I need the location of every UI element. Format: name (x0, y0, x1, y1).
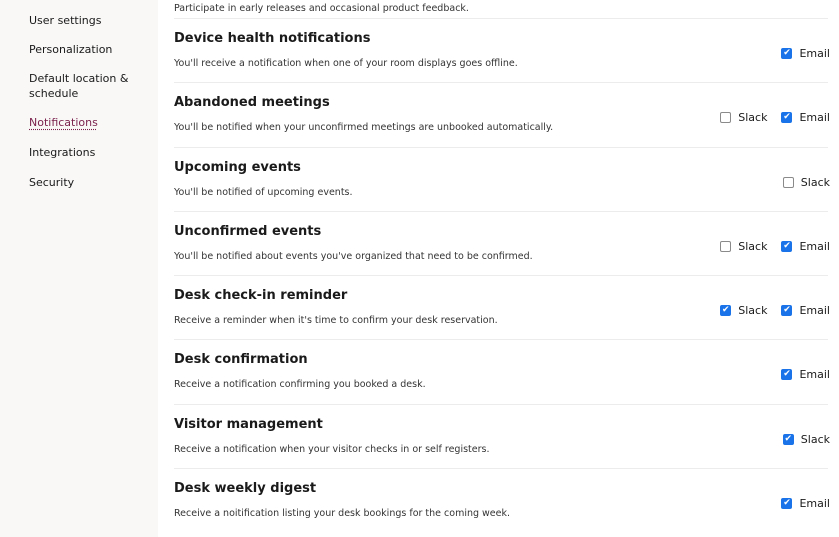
notification-title: Abandoned meetings (174, 95, 330, 110)
notification-description: You'll be notified when your unconfirmed meetings are unbooked automatically. (174, 122, 554, 133)
slack-option[interactable] (783, 433, 830, 446)
slack-checkbox[interactable]: ✔ (721, 305, 730, 315)
sidebar-item-user-settings[interactable]: User settings (29, 14, 102, 27)
email-label: Email (799, 368, 830, 381)
sidebar-item-personalization[interactable]: Personalization (29, 43, 113, 56)
email-checkbox[interactable]: ✔ (783, 305, 791, 315)
notification-row (174, 339, 828, 403)
slack-option[interactable] (720, 111, 767, 124)
email-option[interactable] (781, 111, 830, 124)
slack-label: Slack (800, 176, 830, 189)
slack-label: Slack (738, 304, 768, 317)
notification-row (174, 468, 828, 532)
notification-description: Receive a noitification listing your desk bookings for the coming week. (174, 508, 511, 519)
slack-label: Slack (738, 111, 768, 124)
slack-checkbox[interactable] (783, 177, 794, 188)
notification-description: You'll receive a notification when one of your room displays goes offline. (174, 58, 518, 69)
notification-title: Visitor management (174, 417, 323, 432)
notification-description: Receive a reminder when it's time to confirm your desk reservation. (174, 315, 498, 326)
slack-checkbox[interactable]: ✔ (784, 434, 793, 444)
email-option[interactable] (781, 304, 830, 317)
slack-option[interactable] (720, 304, 767, 317)
slack-option[interactable] (720, 240, 767, 253)
notification-title: Device health notifications (174, 31, 371, 46)
slack-option[interactable] (783, 176, 830, 189)
settings-sidebar (0, 0, 158, 537)
notification-row (174, 18, 828, 82)
email-checkbox[interactable]: ✔ (783, 369, 791, 379)
email-option[interactable] (781, 47, 830, 60)
email-checkbox[interactable]: ✔ (783, 498, 791, 508)
notification-title: Desk confirmation (174, 352, 308, 367)
notification-title: Upcoming events (174, 160, 301, 175)
slack-label: Slack (738, 240, 768, 253)
slack-checkbox[interactable] (720, 112, 731, 123)
notification-row (174, 147, 828, 211)
email-checkbox[interactable]: ✔ (783, 48, 791, 58)
sidebar-item-notifications[interactable]: Notifications (29, 116, 98, 129)
notification-title: Unconfirmed events (174, 224, 322, 239)
notification-title: Desk check-in reminder (174, 288, 348, 303)
notification-description: Receive a notification when your visitor checks in or self registers. (174, 444, 490, 455)
intro-text: Participate in early releases and occasional product feedback. (174, 3, 469, 14)
email-option[interactable] (781, 368, 830, 381)
notification-description: You'll be notified of upcoming events. (174, 187, 353, 198)
email-option[interactable] (781, 240, 830, 253)
email-checkbox[interactable]: ✔ (783, 241, 791, 251)
slack-checkbox[interactable] (720, 241, 731, 252)
sidebar-item-default-location[interactable]: Default location & schedule (29, 72, 129, 100)
email-label: Email (799, 111, 830, 124)
sidebar-item-security[interactable]: Security (29, 176, 75, 189)
notification-row (174, 404, 828, 468)
email-label: Email (799, 497, 830, 510)
email-option[interactable] (781, 497, 830, 510)
sidebar-item-integrations[interactable]: Integrations (29, 146, 96, 159)
notification-row (174, 275, 828, 339)
email-label: Email (799, 47, 830, 60)
notification-row (174, 82, 828, 146)
email-checkbox[interactable]: ✔ (783, 112, 791, 122)
email-label: Email (799, 304, 830, 317)
slack-label: Slack (800, 433, 830, 446)
email-label: Email (799, 240, 830, 253)
notifications-panel (174, 0, 839, 537)
notification-row (174, 211, 828, 275)
notification-title: Desk weekly digest (174, 481, 317, 496)
notification-description: You'll be notified about events you've organized that need to be confirmed. (174, 251, 533, 262)
notification-description: Receive a notification confirming you booked a desk. (174, 379, 426, 390)
